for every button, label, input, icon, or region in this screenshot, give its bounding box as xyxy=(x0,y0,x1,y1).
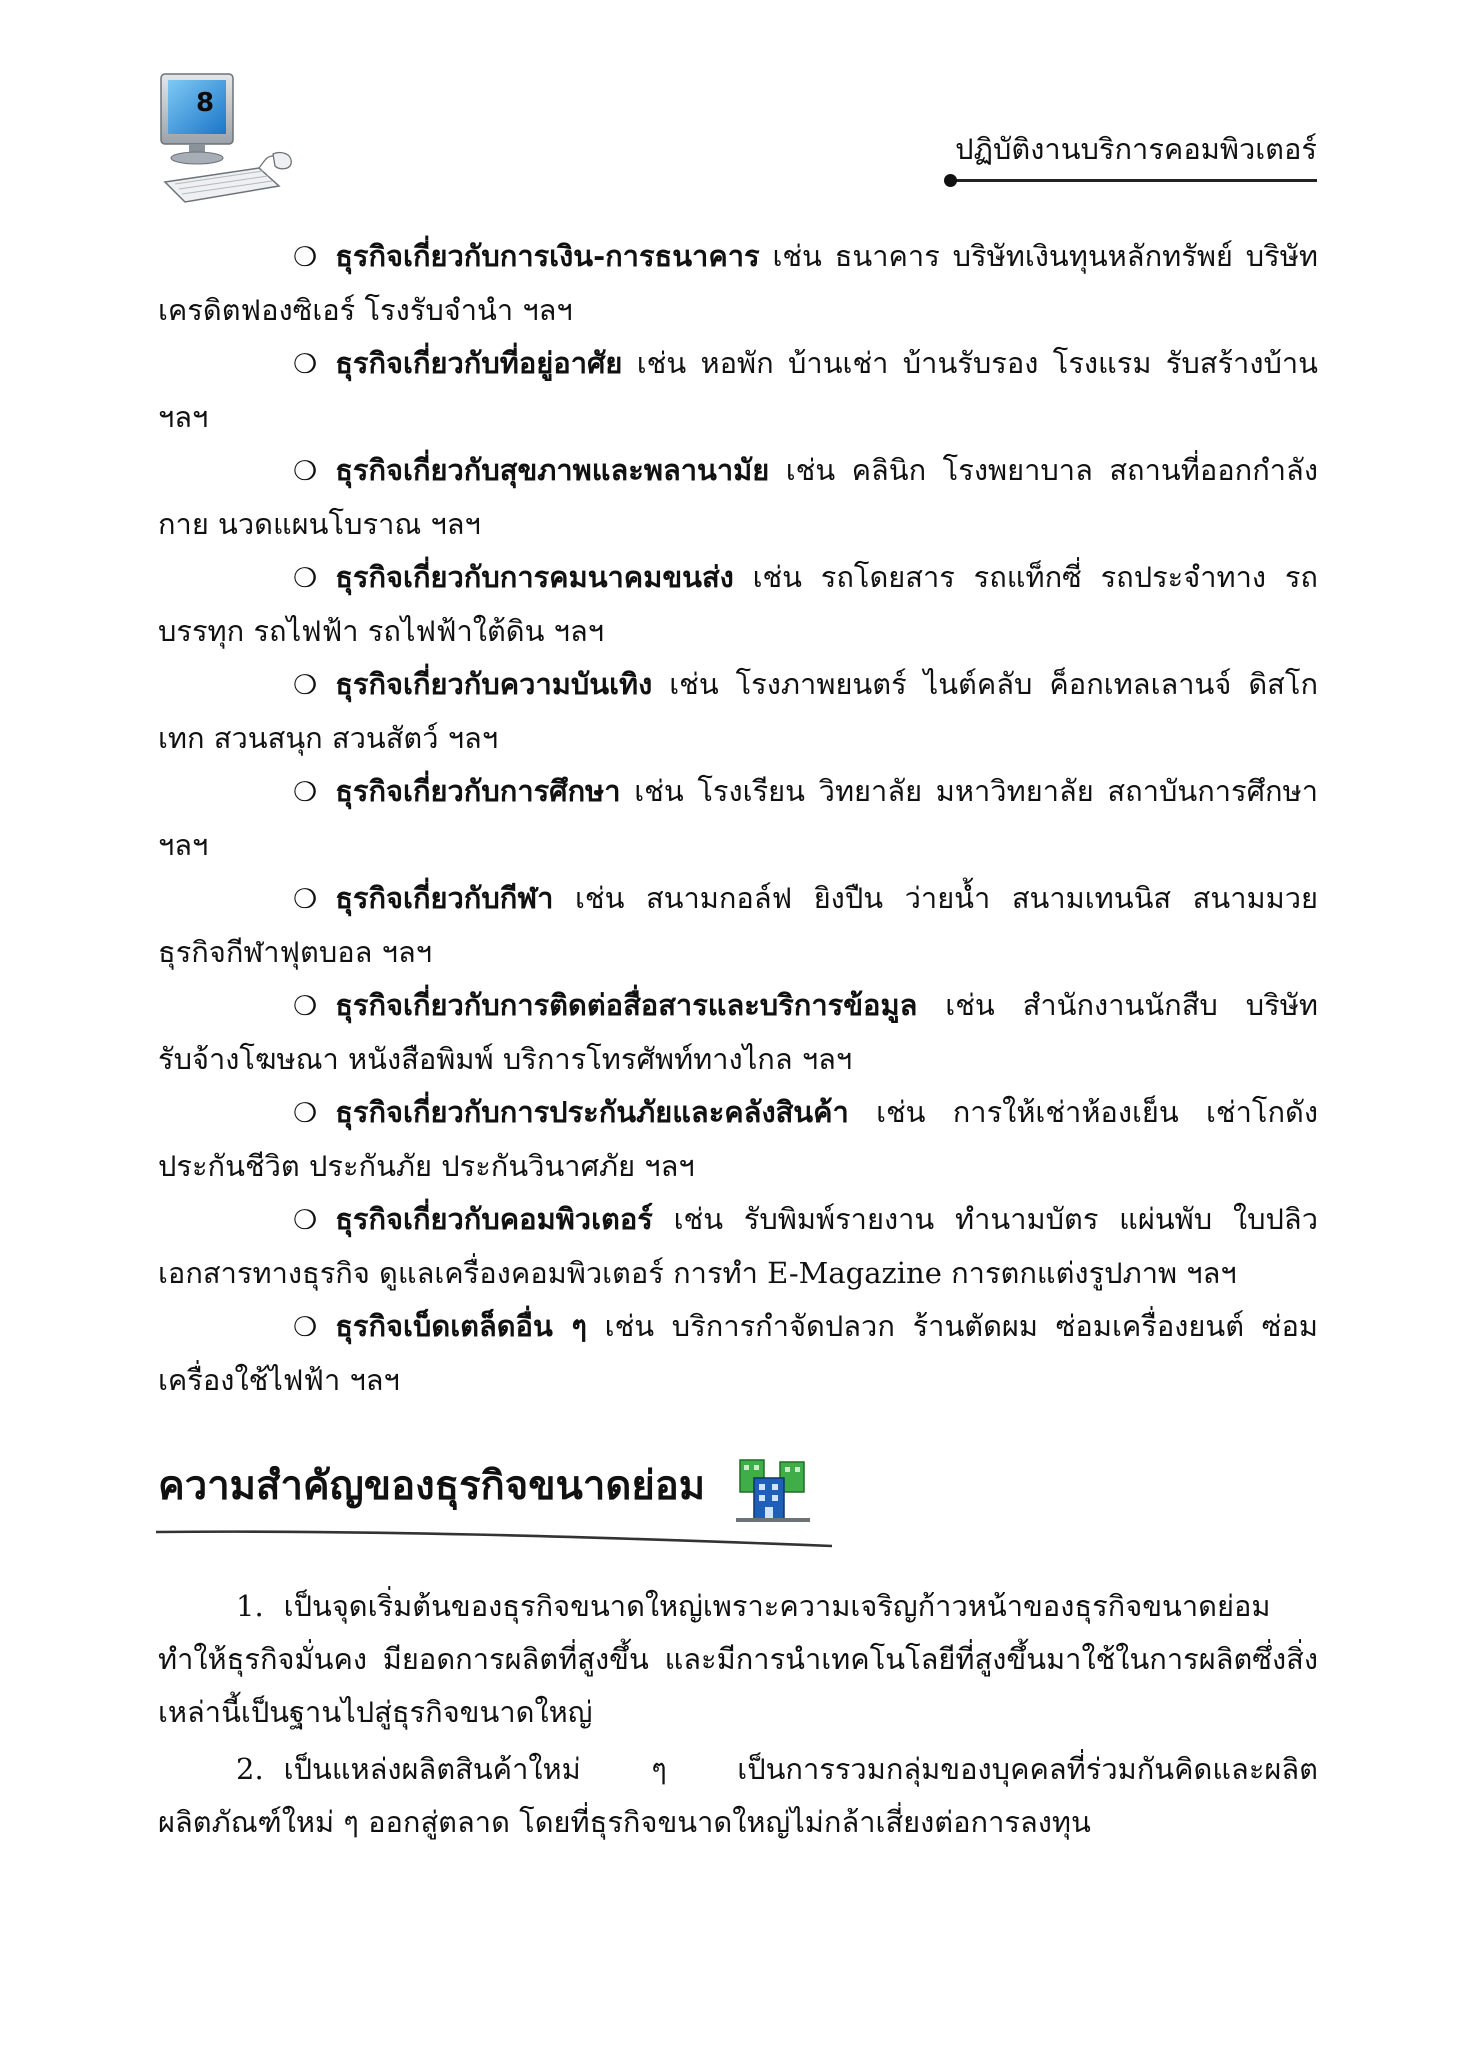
list-item xyxy=(158,1743,1318,1849)
list-item xyxy=(158,337,1318,444)
bullet-text: เช่น โรงภาพยนตร์ ไนต์คลับ ค็อกเทลเลานจ์ ดิสโกเทก สวนสนุก สวนสัตว์ ฯลฯ xyxy=(158,667,1318,755)
bullet-text: เช่น สำนักงานนักสืบ บริษัทรับจ้างโฆษณา หนังสือพิมพ์ บริการโทรศัพท์ทางไกล ฯลฯ xyxy=(158,988,1318,1076)
list-item xyxy=(158,1300,1318,1407)
bullet-title: ธุรกิจเกี่ยวกับคอมพิวเตอร์ xyxy=(335,1202,653,1236)
page-number: 8 xyxy=(195,88,215,118)
header-rule xyxy=(950,179,1317,182)
circle-bullet-icon: ❍ xyxy=(293,1098,318,1129)
circle-bullet-icon: ❍ xyxy=(293,349,318,380)
page-header xyxy=(0,0,1457,220)
bullet-text: เช่น รถโดยสาร รถแท็กซี่ รถประจำทาง รถบรรทุก รถไฟฟ้า รถไฟฟ้าใต้ดิน ฯลฯ xyxy=(158,560,1318,648)
circle-bullet-icon: ❍ xyxy=(293,884,318,915)
item-number: 1. xyxy=(236,1588,264,1623)
item-number: 2. xyxy=(236,1751,264,1786)
bullet-text: เช่น รับพิมพ์รายงาน ทำนามบัตร แผ่นพับ ใบปลิว เอกสารทางธุรกิจ ดูแลเครื่องคอมพิวเตอร์ การทำ E-Magazine การตกแต่งรูปภาพ ฯลฯ xyxy=(158,1202,1318,1290)
bullet-title: ธุรกิจเกี่ยวกับการเงิน-การธนาคาร xyxy=(335,239,760,273)
bullet-text: เช่น คลินิก โรงพยาบาล สถานที่ออกกำลังกาย นวดแผนโบราณ ฯลฯ xyxy=(158,453,1318,541)
circle-bullet-icon: ❍ xyxy=(293,1205,318,1236)
computer-icon xyxy=(155,70,305,215)
section-underline xyxy=(156,1526,836,1550)
item-text: เป็นแหล่งผลิตสินค้าใหม่ ๆ เป็นการรวมกลุ่มของบุคคลที่ร่วมกันคิดและผลิตผลิตภัณฑ์ใหม่ ๆ ออกสู่ตลาด โดยที่ธุรกิจขนาดใหญ่ไม่กล้าเสี่ยงต่อการลงทุน xyxy=(158,1751,1318,1839)
circle-bullet-icon: ❍ xyxy=(293,991,318,1022)
item-text: เป็นจุดเริ่มต้นของธุรกิจขนาดใหญ่เพราะความเจริญก้าวหน้าของธุรกิจขนาดย่อมทำให้ธุรกิจมั่นคง มียอดการผลิตที่สูงขึ้น และมีการนำเทคโนโลยีที่สูงขึ้นมาใช้ในการผลิตซึ่งสิ่งเหล่านี้เป็นฐานไปสู่ธุรกิจขนาดใหญ่ xyxy=(158,1588,1318,1729)
list-item xyxy=(158,1193,1318,1300)
list-item xyxy=(158,872,1318,979)
circle-bullet-icon: ❍ xyxy=(293,456,318,487)
list-item xyxy=(158,765,1318,872)
bullet-title: ธุรกิจเกี่ยวกับการคมนาคมขนส่ง xyxy=(335,560,734,594)
bullet-text: เช่น การให้เช่าห้องเย็น เช่าโกดัง ประกันชีวิต ประกันภัย ประกันวินาศภัย ฯลฯ xyxy=(158,1095,1318,1183)
list-item xyxy=(158,979,1318,1086)
bullet-title: ธุรกิจเกี่ยวกับสุขภาพและพลานามัย xyxy=(335,453,770,487)
office-buildings-icon xyxy=(734,1454,812,1524)
section-heading: ความสำคัญของธุรกิจขนาดย่อม xyxy=(158,1462,706,1509)
bullet-text: เช่น หอพัก บ้านเช่า บ้านรับรอง โรงแรม รับสร้างบ้าน ฯลฯ xyxy=(158,346,1318,434)
bullet-title: ธุรกิจเกี่ยวกับการประกันภัยและคลังสินค้า xyxy=(335,1095,849,1129)
running-title: ปฏิบัติงานบริการคอมพิวเตอร์ xyxy=(955,132,1317,166)
page-content xyxy=(158,230,1318,1853)
bullet-text: เช่น สนามกอล์ฟ ยิงปืน ว่ายน้ำ สนามเทนนิส สนามมวย ธุรกิจกีฬาฟุตบอล ฯลฯ xyxy=(158,881,1318,969)
list-item xyxy=(158,444,1318,551)
bullet-title: ธุรกิจเกี่ยวกับที่อยู่อาศัย xyxy=(335,346,623,380)
importance-list xyxy=(158,1580,1318,1849)
bullet-title: ธุรกิจเบ็ดเตล็ดอื่น ๆ xyxy=(335,1309,587,1343)
circle-bullet-icon: ❍ xyxy=(293,670,318,701)
bullet-title: ธุรกิจเกี่ยวกับการติดต่อสื่อสารและบริการข้อมูล xyxy=(335,988,918,1022)
list-item xyxy=(158,1580,1318,1739)
bullet-title: ธุรกิจเกี่ยวกับการศึกษา xyxy=(335,774,621,808)
bullet-text: เช่น บริการกำจัดปลวก ร้านตัดผม ซ่อมเครื่องยนต์ ซ่อมเครื่องใช้ไฟฟ้า ฯลฯ xyxy=(158,1309,1318,1397)
list-item xyxy=(158,658,1318,765)
header-rule-dot xyxy=(944,174,957,187)
section-importance xyxy=(158,1457,1318,1849)
circle-bullet-icon: ❍ xyxy=(293,1312,318,1343)
bullet-text: เช่น ธนาคาร บริษัทเงินทุนหลักทรัพย์ บริษัทเครดิตฟองซิเอร์ โรงรับจำนำ ฯลฯ xyxy=(158,239,1318,327)
list-item xyxy=(158,1086,1318,1193)
bullet-text: เช่น โรงเรียน วิทยาลัย มหาวิทยาลัย สถาบันการศึกษา ฯลฯ xyxy=(158,774,1318,862)
list-item xyxy=(158,230,1318,337)
circle-bullet-icon: ❍ xyxy=(293,563,318,594)
bullet-title: ธุรกิจเกี่ยวกับความบันเทิง xyxy=(335,667,653,701)
business-type-list xyxy=(158,230,1318,1407)
circle-bullet-icon: ❍ xyxy=(293,777,318,808)
circle-bullet-icon: ❍ xyxy=(293,242,318,273)
bullet-title: ธุรกิจเกี่ยวกับกีฬา xyxy=(335,881,554,915)
list-item xyxy=(158,551,1318,658)
